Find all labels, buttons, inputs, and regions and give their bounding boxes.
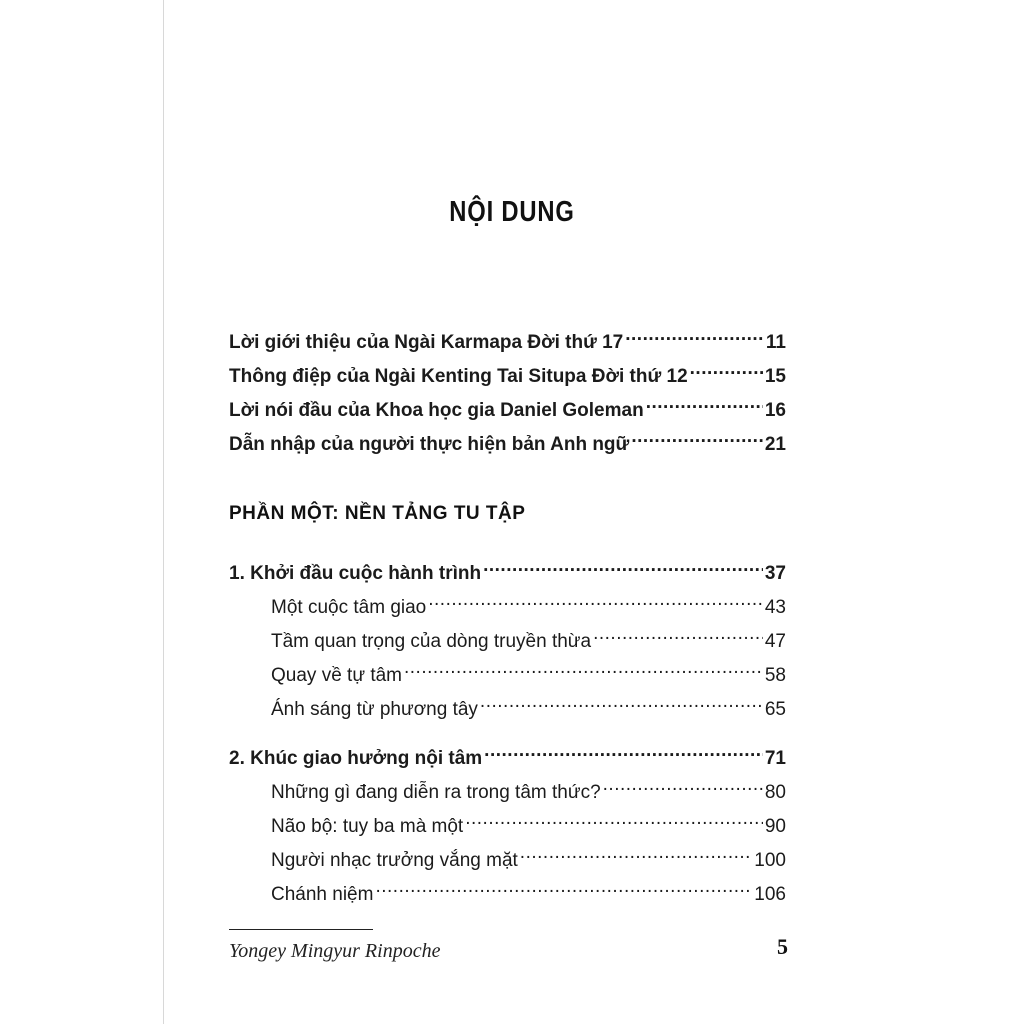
chapter-page: 37 — [764, 563, 786, 584]
section-label: Não bộ: tuy ba mà một — [271, 816, 464, 837]
section-page: 90 — [764, 816, 786, 837]
section-page: 47 — [764, 631, 786, 652]
page-edge-line — [163, 0, 164, 1024]
dot-leader — [465, 798, 763, 832]
section-page: 100 — [754, 850, 786, 871]
toc-entry-label: Lời nói đầu của Khoa học gia Daniel Goleman — [229, 400, 644, 421]
dot-leader — [603, 764, 763, 798]
toc-entry-label: Lời giới thiệu của Ngài Karmapa Đời thứ 17 — [229, 332, 624, 353]
toc-entry-page: 21 — [764, 434, 786, 455]
section-page: 106 — [754, 884, 786, 905]
section-page: 43 — [764, 597, 786, 618]
footer-page-number: 5 — [777, 934, 788, 959]
section-label: Quay về tự tâm — [271, 665, 402, 686]
page-title: NỘI DUNG — [449, 196, 575, 228]
chapter-entry — [229, 730, 786, 769]
toc-entry-label: Thông điệp của Ngài Kenting Tai Situpa Đời thứ 12 — [229, 366, 688, 387]
chapter-2-list — [229, 730, 786, 905]
section-label: Ánh sáng từ phương tây — [271, 699, 478, 720]
dot-leader — [646, 382, 763, 416]
section-label: Tầm quan trọng của dòng truyền thừa — [271, 631, 592, 652]
toc-entry-page: 15 — [764, 366, 786, 387]
footer-rule — [229, 929, 373, 930]
dot-leader — [483, 545, 763, 579]
section-page: 65 — [764, 699, 786, 720]
section-page: 80 — [764, 782, 786, 803]
chapter-page: 71 — [764, 748, 786, 769]
front-matter-list — [229, 314, 786, 455]
toc-entry-page: 16 — [764, 400, 786, 421]
chapter-label: 1. Khởi đầu cuộc hành trình — [229, 563, 482, 584]
dot-leader — [625, 314, 764, 348]
toc-entry-label: Dẫn nhập của người thực hiện bản Anh ngữ — [229, 434, 630, 455]
dot-leader — [593, 613, 763, 647]
dot-leader — [428, 579, 763, 613]
toc-entry-page: 11 — [765, 332, 786, 353]
section-label: Người nhạc trưởng vắng mặt — [271, 850, 518, 871]
dot-leader — [404, 647, 763, 681]
chapter-label: 2. Khúc giao hưởng nội tâm — [229, 748, 483, 769]
part-heading: PHẦN MỘT: NỀN TẢNG TU TẬP — [229, 503, 526, 524]
section-label: Chánh niệm — [271, 884, 374, 905]
section-label: Một cuộc tâm giao — [271, 597, 427, 618]
dot-leader — [375, 866, 752, 900]
dot-leader — [690, 348, 763, 382]
chapter-entry — [229, 545, 786, 584]
dot-leader — [480, 681, 763, 715]
section-label: Những gì đang diễn ra trong tâm thức? — [271, 782, 601, 803]
dot-leader — [484, 730, 763, 764]
section-page: 58 — [764, 665, 786, 686]
chapter-1-list — [229, 545, 786, 720]
dot-leader — [631, 416, 763, 450]
toc-entry — [229, 314, 786, 353]
dot-leader — [520, 832, 753, 866]
footer-author: Yongey Mingyur Rinpoche — [229, 940, 441, 962]
